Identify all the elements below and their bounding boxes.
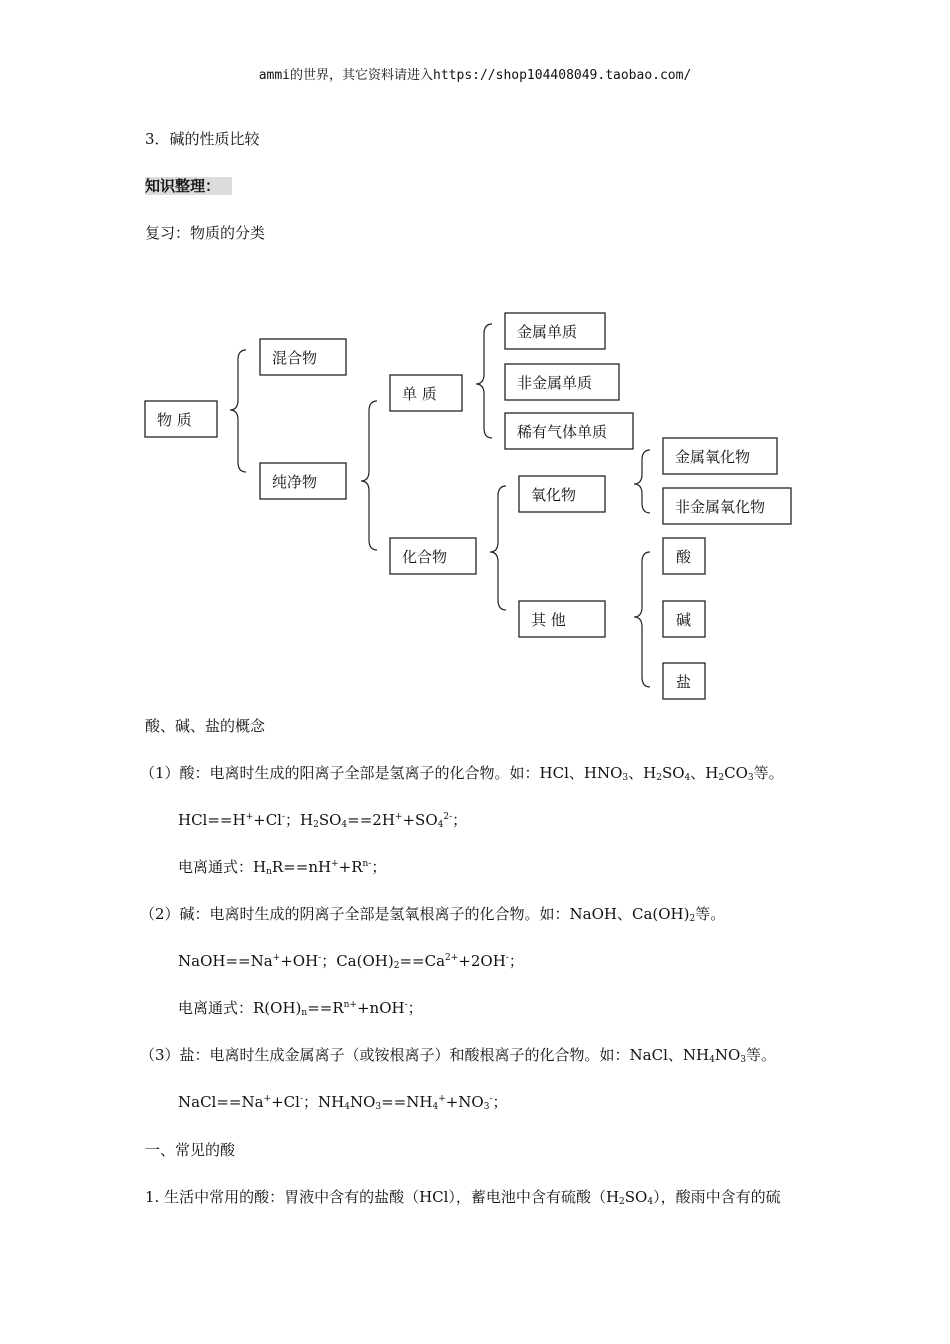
knowledge-label-text: 知识整理： [145, 177, 232, 195]
base-definition: （2）碱：电离时生成的阴离子全部是氢氧根离子的化合物。如：NaOH、$Ca(OH)_2$等。 [140, 905, 726, 924]
salt-definition: （3）盐：电离时生成金属离子（或铵根离子）和酸根离子的化合物。如：NaCl、$NH_4NO_3$等。 [140, 1046, 777, 1065]
node-mixture-label: 混合物 [272, 349, 318, 367]
node-metal-oxide-label: 金属氧化物 [675, 448, 751, 466]
salt-equations: NaCl==Na++Cl-；$NH_4NO_3==NH_4^++NO_3^-$； [178, 1093, 508, 1112]
brace-compound [490, 486, 506, 610]
node-root [145, 401, 217, 437]
node-other-label: 其 他 [531, 611, 566, 629]
node-element-label: 单 质 [402, 385, 437, 403]
acid-equations: HCl==H++Cl-；$H_2SO_4==2H^++SO_4^{2-}$； [178, 811, 468, 830]
page-header: ammi的世界，其它资料请进入https://shop104408049.taobao.com/ [258, 68, 692, 83]
acid-definition: （1）酸：电离时生成的阳离子全部是氢离子的化合物。如：HCl、$HNO_3$、$H_2SO_4$、$H_2CO_3$等。 [140, 764, 784, 783]
concepts-title: 酸、碱、盐的概念 [145, 717, 266, 735]
brace-pure [361, 401, 377, 550]
node-pure-label: 纯净物 [272, 473, 318, 491]
node-noble-gas-label: 稀有气体单质 [517, 423, 608, 441]
node-salt-label: 盐 [676, 673, 692, 691]
node-metal-element-label: 金属单质 [517, 323, 578, 341]
node-salt [663, 663, 705, 699]
brace-element [476, 324, 492, 438]
node-base-label: 碱 [676, 611, 692, 629]
acid-general-formula: 电离通式：$H_nR==nH^++R^{n-}$； [178, 858, 387, 877]
node-acid [663, 538, 705, 574]
node-element [390, 375, 462, 411]
node-acid-label: 酸 [676, 548, 692, 566]
node-pure [260, 463, 346, 499]
brace-root [230, 350, 246, 472]
node-nonmetal-oxide [663, 488, 791, 524]
node-oxide-label: 氧化物 [531, 486, 577, 504]
node-compound [390, 538, 476, 574]
node-mixture [260, 339, 346, 375]
review-title: 复习：物质的分类 [145, 224, 266, 242]
node-nonmetal-oxide-label: 非金属氧化物 [675, 498, 766, 516]
item-1: 1. 生活中常用的酸：胃液中含有的盐酸（HCl），蓄电池中含有硫酸$(H_2SO_4)$，酸雨中含有的硫 [145, 1188, 781, 1207]
node-other [519, 601, 605, 637]
base-general-formula: 电离通式：$R(OH)_n==R^{n+}+nOH^-$； [178, 999, 423, 1018]
node-noble-gas [505, 413, 633, 449]
node-metal-element [505, 313, 605, 349]
node-metal-oxide [663, 438, 777, 474]
common-acids-title: 一、常见的酸 [145, 1141, 236, 1159]
brace-oxide [634, 450, 650, 513]
node-compound-label: 化合物 [402, 548, 448, 566]
node-nonmetal-element-label: 非金属单质 [517, 374, 593, 392]
section-title: 3．碱的性质比较 [145, 130, 260, 148]
node-nonmetal-element [505, 364, 619, 400]
brace-other [634, 552, 650, 687]
node-base [663, 601, 705, 637]
base-equations: NaOH==Na++OH-；$Ca(OH)_2==Ca^{2+}+2OH^-$； [178, 952, 524, 971]
node-root-label: 物 质 [157, 411, 192, 429]
node-oxide [519, 476, 605, 512]
